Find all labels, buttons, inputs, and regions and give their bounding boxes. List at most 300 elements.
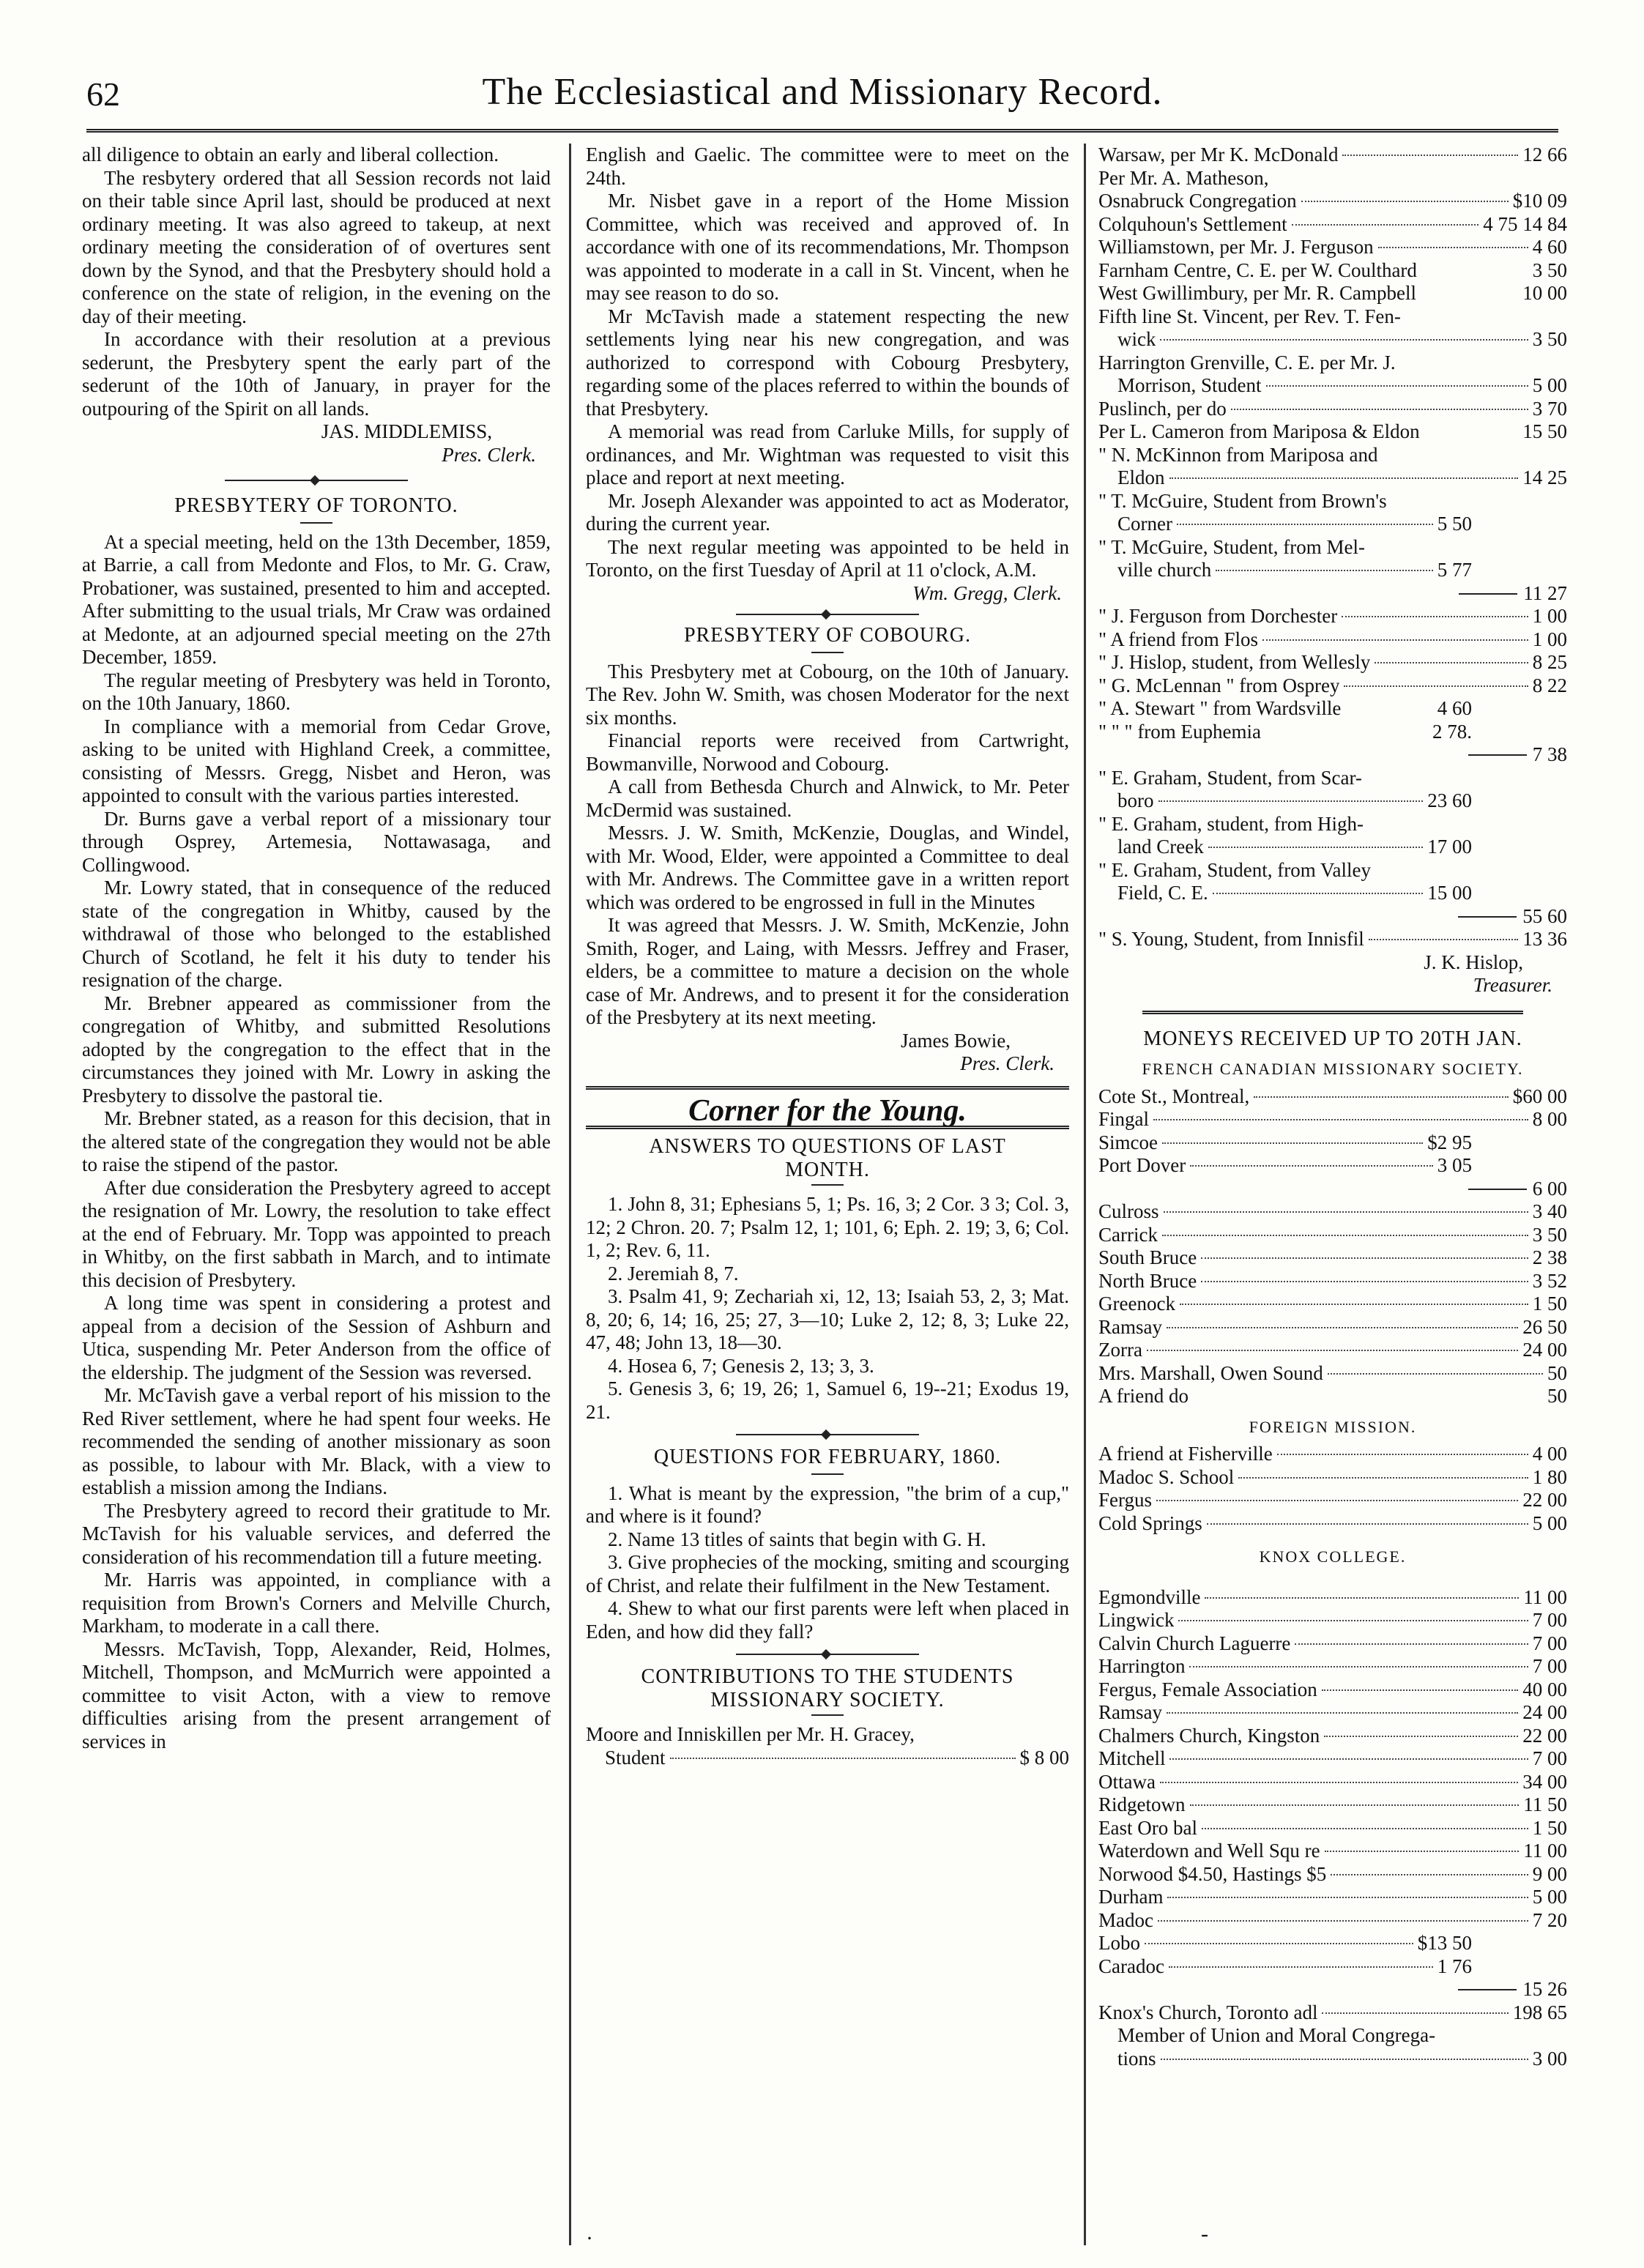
leader-dots xyxy=(1266,385,1528,387)
ledger-row xyxy=(1098,1339,1567,1362)
ledger-row xyxy=(1098,1771,1567,1794)
paragraph: A call from Bethesda Church and Alnwick, to Mr. Peter McDermid was sustained. xyxy=(586,776,1069,821)
column-divider-1 xyxy=(569,144,571,2245)
ledger-amount: 11 00 xyxy=(1523,1585,1567,1608)
ledger-amount: 34 00 xyxy=(1522,1770,1567,1793)
subheading-french: FRENCH CANADIAN MISSIONARY SOCIETY. xyxy=(1142,1060,1524,1078)
double-rule xyxy=(1142,1011,1523,1014)
ledger-row xyxy=(1098,789,1567,813)
ledger-amount: 1 00 xyxy=(1532,628,1567,650)
ledger-amount: 8 22 xyxy=(1532,674,1567,696)
ledger-amount: 5 00 xyxy=(1532,1512,1567,1534)
leader-dots xyxy=(1162,1235,1528,1236)
ledger-amount: 5 77 xyxy=(1437,559,1472,581)
ledger-label: Madoc xyxy=(1098,1908,1153,1931)
paragraph: At a special meeting, held on the 13th December, 1859, at Barrie, a call from Medonte and Flos, to Mr. G. Craw, Probationer, was sustained, presented to him and accepted. After submitting to the usual trials, Mr Craw was ordained at Medonte, at an adjourned special meeting on the 27th December, 1859. xyxy=(82,530,551,668)
contribution-amount: $ 8 00 xyxy=(1019,1746,1069,1769)
leader-dots xyxy=(1158,1920,1528,1922)
ledger-label: Harrington Grenville, C. E. per Mr. J. xyxy=(1098,351,1396,373)
ledger-label: Per L. Cameron from Mariposa & Eldon xyxy=(1098,420,1420,442)
ledger-row xyxy=(1098,213,1567,237)
leader-dots xyxy=(1292,224,1479,226)
ledger-row xyxy=(1098,1863,1567,1886)
leader-dots xyxy=(1277,1454,1528,1455)
ledger-label: tions xyxy=(1117,2047,1156,2070)
ledger-row xyxy=(1098,167,1567,190)
ledger-row xyxy=(1098,605,1567,628)
leader-dots xyxy=(1322,2012,1508,2014)
ledger-row xyxy=(1098,1725,1567,1748)
ledger-row xyxy=(1098,721,1567,744)
ledger-label: Corner xyxy=(1117,513,1172,535)
ledger-label: " J. Ferguson from Dorchester xyxy=(1098,605,1338,627)
ornament-divider xyxy=(736,1434,919,1435)
ledger-label: Williamstown, per Mr. J. Ferguson xyxy=(1098,236,1374,258)
column-1 xyxy=(82,144,551,1753)
ledger-amount: 8 25 xyxy=(1532,651,1567,673)
leader-dots xyxy=(1331,1874,1528,1875)
leader-dots xyxy=(1158,800,1424,802)
ledger-label: Mrs. Marshall, Owen Sound xyxy=(1098,1361,1323,1384)
ledger-row xyxy=(1098,1466,1567,1490)
ledger-label: Durham xyxy=(1098,1886,1164,1908)
ledger-amount: 5 50 xyxy=(1437,513,1472,535)
ledger-row xyxy=(1098,1886,1567,1909)
leader-dots xyxy=(1301,201,1509,202)
signature-name: JAS. MIDDLEMISS, xyxy=(321,420,492,442)
ledger-row xyxy=(1098,1246,1567,1270)
contribution-row xyxy=(586,1747,1069,1770)
ledger-amount: $60 00 xyxy=(1512,1085,1567,1107)
leader-dots xyxy=(1177,524,1433,525)
ornament-divider xyxy=(736,1654,919,1655)
ledger-amount: 7 20 xyxy=(1532,1908,1567,1931)
paragraph: English and Gaelic. The committee were to meet on the 24th. xyxy=(586,144,1069,189)
ledger-row xyxy=(1098,236,1567,259)
ledger-row xyxy=(1098,420,1567,444)
leader-dots xyxy=(1153,1119,1528,1120)
section-heading-cobourg: PRESBYTERY OF COBOURG. xyxy=(683,624,972,647)
leader-dots xyxy=(1254,1096,1509,1098)
ledger-amount: 5 00 xyxy=(1532,1886,1567,1908)
dash-divider xyxy=(811,652,844,653)
leader-dots xyxy=(1201,1281,1528,1282)
ledger-label: Knox's Church, Toronto adl xyxy=(1098,2001,1318,2023)
ledger-amount: 198 65 xyxy=(1512,2001,1567,2023)
ledger-label: Chalmers Church, Kingston xyxy=(1098,1724,1320,1747)
leader-dots xyxy=(670,1758,1016,1759)
ledger-label: West Gwillimbury, per Mr. R. Campbell xyxy=(1098,282,1417,304)
subtotal-row xyxy=(1098,1178,1567,1201)
ledger-amount: 7 00 xyxy=(1532,1747,1567,1769)
ledger-row xyxy=(1098,1840,1567,1863)
ledger-row xyxy=(1098,1701,1567,1725)
ledger-label: " E. Graham, Student, from Valley xyxy=(1098,858,1371,881)
paragraph: The resbytery ordered that all Session records not laid on their table since April last, should be produced at next ordinary meeting. It was also agreed to takeup, at next ordinary meeting the consideration of of overtures sent down by the Synod, and that the Presbytery should hold a conference on the state of religion, in the evening on the day of their meeting. xyxy=(82,166,551,327)
ledger-list-foreign xyxy=(1098,1443,1567,1535)
ledger-amount: $2 95 xyxy=(1427,1131,1472,1153)
dash-divider xyxy=(811,1714,844,1716)
paragraph: After due consideration the Presbytery agreed to accept the resignation of Mr. Lowry, the resolution to take effect at the end of February. Mr. Topp was appointed to preach in Whitby, on the first sabbath in March, and to intimate this decision of Presbytery. xyxy=(82,1176,551,1291)
question-item: 1. What is meant by the expression, "the brim of a cup," and where is it found? xyxy=(586,1481,1069,1527)
ledger-row xyxy=(1098,466,1567,490)
ledger-amount: 22 00 xyxy=(1522,1489,1567,1511)
leader-dots xyxy=(1344,685,1528,687)
signature-gregg: Wm. Gregg, Clerk. xyxy=(912,581,1062,604)
leader-dots xyxy=(1147,1350,1518,1351)
ledger-row xyxy=(1098,1793,1567,1817)
ledger-amount: 9 00 xyxy=(1532,1862,1567,1885)
ledger-label: A friend at Fisherville xyxy=(1098,1443,1273,1465)
subheading-foreign: FOREIGN MISSION. xyxy=(1249,1417,1417,1436)
paragraph: Mr. Harris was appointed, in compliance with a requisition from Brown's Corners and Melville Church, Markham, to moderate in a call there. xyxy=(82,1569,551,1637)
subtotal-row xyxy=(1098,905,1567,929)
ledger-list-french-2 xyxy=(1098,1200,1567,1408)
ledger-amount: $10 09 xyxy=(1512,190,1567,212)
ledger-amount: 7 00 xyxy=(1532,1655,1567,1677)
ledger-row xyxy=(1098,674,1567,698)
ledger-amount: 50 xyxy=(1547,1361,1567,1384)
ledger-amount: 7 00 xyxy=(1532,1609,1567,1631)
ledger-amount: 8 00 xyxy=(1532,1108,1567,1130)
ledger-row xyxy=(1098,1817,1567,1840)
paragraph: Financial reports were received from Cartwright, Bowmanville, Norwood and Cobourg. xyxy=(586,729,1069,775)
ledger-row xyxy=(1098,1108,1567,1131)
ledger-label: Colquhoun's Settlement xyxy=(1098,212,1287,235)
leader-dots xyxy=(1202,1828,1528,1829)
ledger-row xyxy=(1098,836,1567,859)
subtotal-amount: 7 38 xyxy=(1532,743,1567,765)
ledger-label: " A. Stewart " from Wardsville xyxy=(1098,697,1342,719)
contribution-line: Moore and Inniskillen per Mr. H. Gracey, xyxy=(586,1723,915,1745)
ledger-amount: 1 50 xyxy=(1532,1816,1567,1839)
ledger-label: Egmondville xyxy=(1098,1585,1201,1608)
leader-dots xyxy=(1238,1477,1528,1479)
leader-dots xyxy=(1189,1666,1528,1667)
dash-divider xyxy=(811,1184,844,1186)
ledger-label: Cote St., Montreal, xyxy=(1098,1085,1250,1107)
ledger-row xyxy=(1098,1385,1567,1408)
column-divider-2 xyxy=(1084,144,1086,2245)
ledger-label: Osnabruck Congregation xyxy=(1098,190,1297,212)
double-rule xyxy=(586,1086,1069,1090)
ledger-amount: 17 00 xyxy=(1427,836,1472,858)
ledger-amount: 5 00 xyxy=(1532,374,1567,396)
ledger-label: " T. McGuire, Student, from Mel- xyxy=(1098,535,1365,558)
paragraph: Mr. Brebner stated, as a reason for this decision, that in the altered state of the congregation they would not be able to raise the stipend of the pastor. xyxy=(82,1107,551,1175)
section-heading-toronto: PRESBYTERY OF TORONTO. xyxy=(174,494,458,517)
section-heading-answers: ANSWERS TO QUESTIONS OF LAST MONTH. xyxy=(649,1135,1006,1181)
ledger-amount: 50 xyxy=(1547,1385,1567,1407)
paragraph: Messrs. McTavish, Topp, Alexander, Reid, Holmes, Mitchell, Thompson, and McMurrich were appointed a committee to visit Acton, with a view to remove difficulties arising from the present arrangement of services in xyxy=(82,1637,551,1752)
ledger-amount: 26 50 xyxy=(1522,1315,1567,1338)
paragraph: Dr. Burns gave a verbal report of a missionary tour through Osprey, Artemesia, Nottawasaga, and Collingwood. xyxy=(82,807,551,876)
leader-dots xyxy=(1205,1597,1519,1599)
ledger-label: Port Dover xyxy=(1098,1154,1186,1176)
ledger-amount: 10 00 xyxy=(1522,282,1567,304)
ledger-row xyxy=(1098,1270,1567,1293)
ledger-label: Ramsay xyxy=(1098,1701,1162,1723)
ledger-amount: 1 80 xyxy=(1532,1465,1567,1488)
leader-dots xyxy=(1328,1373,1543,1375)
ledger-label: wick xyxy=(1117,328,1156,350)
ledger-amount: 4 60 xyxy=(1437,697,1472,719)
leader-dots xyxy=(1342,616,1528,617)
ledger-row xyxy=(1098,1443,1567,1466)
footer-mark: · xyxy=(586,2226,593,2250)
ledger-row xyxy=(1098,928,1567,951)
ledger-label: " " " from Euphemia xyxy=(1098,720,1262,743)
ledger-amount: 24 00 xyxy=(1522,1701,1567,1723)
ledger-label: Morrison, Student xyxy=(1117,374,1262,396)
ledger-row xyxy=(1098,1632,1567,1656)
paragraph: It was agreed that Messrs. J. W. Smith, McKenzie, John Smith, Roger, and Laing, with Messrs. Jeffrey and Fraser, elders, be a committee to mature a decision on the whole case of Mr. Andrews, and to present it for the consideration of the Presbytery at its next meeting. xyxy=(586,914,1069,1028)
paragraph: In compliance with a memorial from Cedar Grove, asking to be united with Highland Creek, a committee, consisting of Messrs. Gregg, Nisbet and Heron, was appointed to consult with the various parties interested. xyxy=(82,715,551,806)
section-heading-questions: QUESTIONS FOR FEBRUARY, 1860. xyxy=(653,1446,1002,1468)
signature-bowie-name: James Bowie, xyxy=(901,1029,1011,1052)
column-2 xyxy=(586,144,1069,1769)
leader-dots xyxy=(1169,1966,1433,1968)
leader-dots xyxy=(1262,639,1528,641)
ledger-label: Ridgetown xyxy=(1098,1793,1186,1815)
answer-item: 4. Hosea 6, 7; Genesis 2, 13; 3, 3. xyxy=(608,1354,874,1377)
signature-bowie-role: Pres. Clerk. xyxy=(960,1052,1055,1074)
ledger-amount: 3 05 xyxy=(1437,1154,1472,1176)
ledger-row xyxy=(1098,1512,1567,1536)
ledger-label: North Bruce xyxy=(1098,1269,1197,1292)
leader-dots xyxy=(1369,939,1518,940)
ledger-amount: 15 00 xyxy=(1427,882,1472,904)
ledger-label: Warsaw, per Mr K. McDonald xyxy=(1098,144,1339,166)
ledger-amount: 11 00 xyxy=(1523,1840,1567,1862)
ledger-label: Puslinch, per do xyxy=(1098,397,1227,420)
ledger-label: " E. Graham, student, from High- xyxy=(1098,812,1364,835)
ledger-line: Member of Union and Moral Congrega- xyxy=(1117,2024,1436,2046)
ledger-amount: 3 50 xyxy=(1532,259,1567,281)
leader-dots xyxy=(1378,247,1528,248)
leader-dots xyxy=(1207,1523,1528,1525)
ledger-row xyxy=(1098,328,1567,352)
ornament-divider xyxy=(225,480,408,481)
ledger-label: A friend do xyxy=(1098,1385,1189,1407)
ledger-row xyxy=(1098,1586,1567,1610)
subtotal-amount: 11 27 xyxy=(1523,581,1567,604)
leader-dots xyxy=(1160,339,1528,341)
ledger-amount: 15 50 xyxy=(1522,420,1567,442)
ledger-row xyxy=(1098,813,1567,836)
ledger-list-b xyxy=(1098,605,1567,743)
ledger-amount: 23 60 xyxy=(1427,789,1472,811)
leader-dots xyxy=(1167,1712,1518,1714)
leader-dots xyxy=(1375,662,1528,663)
ledger-row xyxy=(1098,767,1567,790)
ledger-row xyxy=(1098,444,1567,467)
ledger-row xyxy=(1098,1154,1567,1178)
subtotal-amount: 6 00 xyxy=(1532,1177,1567,1200)
ledger-label: Lingwick xyxy=(1098,1609,1175,1631)
subheading-knox: KNOX COLLEGE. xyxy=(1259,1547,1407,1566)
dash-divider xyxy=(300,522,332,524)
paragraph: Mr. Brebner appeared as commissioner from the congregation of Whitby, and submitted Resolutions adopted by the congregation to the effect that in the circumstances they joined with Mr. Lowry in asking the Presbytery to dissolve the pastoral tie. xyxy=(82,992,551,1107)
ledger-row xyxy=(1098,1224,1567,1247)
ledger-label: Zorra xyxy=(1098,1339,1142,1361)
ledger-amount: 3 40 xyxy=(1532,1200,1567,1222)
ornament-divider xyxy=(736,614,919,615)
ledger-label: ville church xyxy=(1117,559,1212,581)
leader-dots xyxy=(1167,1327,1518,1328)
question-item: 2. Name 13 titles of saints that begin with G. H. xyxy=(608,1528,986,1550)
ledger-row xyxy=(1098,305,1567,329)
section-heading-young: Corner for the Young. xyxy=(688,1093,967,1128)
leader-dots xyxy=(1295,1643,1528,1645)
ledger-row xyxy=(1098,1131,1567,1155)
ledger-row xyxy=(1098,559,1567,582)
header-rule xyxy=(86,129,1558,133)
answer-item: 2. Jeremiah 8, 7. xyxy=(608,1262,739,1284)
leader-dots xyxy=(1180,1304,1528,1305)
ledger-row xyxy=(1098,651,1567,674)
signature-role: Pres. Clerk. xyxy=(442,443,536,466)
ledger-row xyxy=(1098,536,1567,559)
ledger-label: Fifth line St. Vincent, per Rev. T. Fen- xyxy=(1098,305,1401,327)
ledger-row xyxy=(1098,398,1567,421)
ledger-label: Fingal xyxy=(1098,1108,1150,1130)
ledger-label: land Creek xyxy=(1117,836,1204,858)
page-number: 62 xyxy=(86,75,120,113)
leader-dots xyxy=(1322,1689,1519,1691)
ledger-label: " T. McGuire, Student from Brown's xyxy=(1098,489,1387,512)
ledger-label: " N. McKinnon from Mariposa and xyxy=(1098,443,1378,466)
paragraph: This Presbytery met at Cobourg, on the 10th of January. The Rev. John W. Smith, was chosen Moderator for the next six months. xyxy=(586,660,1069,729)
ledger-amount: 3 50 xyxy=(1532,1223,1567,1246)
paragraph: The next regular meeting was appointed to be held in Toronto, on the first Tuesday of April at 11 o'clock, A.M. xyxy=(586,535,1069,581)
leader-dots xyxy=(1169,477,1519,479)
ledger-row xyxy=(1098,1085,1567,1109)
ledger-row xyxy=(1098,882,1567,905)
ledger-amount: 3 70 xyxy=(1532,397,1567,420)
ledger-amount: 7 00 xyxy=(1532,1632,1567,1654)
ledger-label: Harrington xyxy=(1098,1655,1186,1677)
ledger-label: Waterdown and Well Squ re xyxy=(1098,1840,1320,1862)
paragraph: Mr McTavish made a statement respecting the new settlements lying near his new congregation, and was authorized to correspond with Cobourg Presbytery, regarding some of the places referred to within the bounds of that Presbytery. xyxy=(586,305,1069,420)
section-heading-moneys: MONEYS RECEIVED UP TO 20TH JAN. xyxy=(1143,1027,1522,1050)
paragraph: Mr. Lowry stated, that in consequence of the reduced state of the congregation in Whitby, caused by the withdrawal of those who belonged to the established Church of Scotland, he felt it his duty to tender his resignation of the charge. xyxy=(82,877,551,991)
ledger-row xyxy=(1098,1678,1567,1702)
paragraph: The regular meeting of Presbytery was held in Toronto, on the 10th January, 1860. xyxy=(82,669,551,714)
ledger-amount: 3 50 xyxy=(1532,328,1567,350)
subtotal-row xyxy=(1098,1978,1567,2001)
paragraph: Mr. Joseph Alexander was appointed to act as Moderator, during the current year. xyxy=(586,489,1069,535)
ledger-label: East Oro bal xyxy=(1098,1816,1197,1839)
leader-dots xyxy=(1342,155,1518,156)
leader-dots xyxy=(1167,1897,1528,1898)
ledger-label: Carrick xyxy=(1098,1223,1158,1246)
ledger-label: Norwood $4.50, Hastings $5 xyxy=(1098,1862,1327,1885)
ledger-amount: 2 78. xyxy=(1432,720,1472,743)
ledger-row xyxy=(1098,1200,1567,1224)
ledger-list-c xyxy=(1098,767,1567,905)
ledger-amount: 11 50 xyxy=(1523,1793,1567,1815)
section-heading-contributions: CONTRIBUTIONS TO THE STUDENTS MISSIONARY SOCIETY. xyxy=(641,1665,1014,1711)
ledger-row xyxy=(1098,490,1567,513)
ledger-label: " S. Young, Student, from Innisfil xyxy=(1098,928,1364,950)
leader-dots xyxy=(1231,409,1528,410)
ledger-row xyxy=(1098,259,1567,283)
leader-dots xyxy=(1162,1142,1423,1144)
ledger-amount: 40 00 xyxy=(1522,1678,1567,1700)
contribution-label: Student xyxy=(605,1746,666,1769)
ledger-row xyxy=(1098,190,1567,213)
answer-item: 5. Genesis 3, 6; 19, 26; 1, Samuel 6, 19--21; Exodus 19, 21. xyxy=(586,1377,1069,1423)
ledger-label: Cold Springs xyxy=(1098,1512,1202,1534)
paragraph: Messrs. J. W. Smith, McKenzie, Douglas, and Windel, with Mr. Wood, Elder, were appointed a Committee to deal with Mr. Andrews. The Committee gave in a written report which was ordered to be engrossed in full in the Minutes xyxy=(586,822,1069,913)
ledger-label: Caradoc xyxy=(1098,1955,1164,1977)
question-item: 4. Shew to what our first parents were left when placed in Eden, and how did they fall? xyxy=(586,1597,1069,1643)
ledger-label: Per Mr. A. Matheson, xyxy=(1098,166,1269,189)
leader-dots xyxy=(1190,1165,1433,1167)
ledger-label: Mitchell xyxy=(1098,1747,1166,1769)
ledger-row xyxy=(1098,144,1567,167)
subtotal-amount: 55 60 xyxy=(1522,904,1567,927)
paragraph: Mr. McTavish gave a verbal report of his mission to the Red River settlement, where he had spent four weeks. He recommended the sending of another missionary as soon as possible, to labour with Mr. Black, with a view to establish a mission among the Indians. xyxy=(82,1384,551,1498)
leader-dots xyxy=(1208,847,1424,848)
ledger-label: Fergus, Female Association xyxy=(1098,1678,1317,1700)
ledger-label: Field, C. E. xyxy=(1117,882,1208,904)
column-3 xyxy=(1098,144,1567,2070)
ledger-row xyxy=(1098,1747,1567,1771)
ledger-row xyxy=(1098,1955,1567,1979)
ledger-row xyxy=(1098,1909,1567,1933)
ledger-label: Culross xyxy=(1098,1200,1159,1222)
ledger-label: Lobo xyxy=(1098,1932,1140,1954)
ledger-amount: 24 00 xyxy=(1522,1339,1567,1361)
ledger-row xyxy=(1098,1489,1567,1512)
ledger-row xyxy=(1098,352,1567,375)
paragraph: all diligence to obtain an early and liberal collection. xyxy=(82,144,499,166)
ledger-row xyxy=(1098,1316,1567,1339)
answer-item: 3. Psalm 41, 9; Zechariah xi, 12, 13; Isaiah 53, 2, 3; Mat. 8, 20; 6, 14; 16, 25; 27, 3—10; Luke 2, 12; 8, 3; Luke 22, 47, 48; John 13, 18—30. xyxy=(586,1285,1069,1353)
leader-dots xyxy=(1161,2059,1528,2060)
ledger-row xyxy=(1098,2001,1567,2025)
leader-dots xyxy=(1145,1943,1413,1944)
answer-item: 1. John 8, 31; Ephesians 5, 1; Ps. 16, 3; 2 Cor. 3 3; Col. 3, 12; 2 Chron. 20. 7; Psalm 12, 1; 101, 6; Eph. 2. 19; 3, 6; Col. 1, 2; Rev. 6, 11. xyxy=(586,1193,1069,1261)
ledger-label: boro xyxy=(1117,789,1154,811)
ledger-label: Ottawa xyxy=(1098,1770,1156,1793)
leader-dots xyxy=(1160,1782,1518,1783)
ledger-list-knox xyxy=(1098,1586,1567,1979)
ledger-row xyxy=(1098,374,1567,398)
page-title: The Ecclesiastical and Missionary Record. xyxy=(482,71,1163,113)
ledger-amount: 1 50 xyxy=(1532,1293,1567,1315)
ledger-row xyxy=(1098,1362,1567,1386)
question-item: 3. Give prophecies of the mocking, smiting and scourging of Christ, and relate their fulfilment in the New Testament. xyxy=(586,1551,1069,1596)
ledger-label: South Bruce xyxy=(1098,1246,1197,1268)
ledger-label: " G. McLennan " from Osprey xyxy=(1098,674,1340,696)
leader-dots xyxy=(1190,1804,1520,1806)
ledger-label: Ramsay xyxy=(1098,1315,1162,1338)
ledger-row xyxy=(1098,1293,1567,1316)
ledger-label: " J. Hislop, student, from Wellesly xyxy=(1098,651,1371,673)
page-header xyxy=(86,70,1558,122)
ledger-label: " A friend from Flos xyxy=(1098,628,1259,650)
ledger-amount: 2 38 xyxy=(1532,1246,1567,1268)
ledger-row xyxy=(1098,697,1567,721)
ledger-label: Simcoe xyxy=(1098,1131,1158,1153)
ledger-row xyxy=(1098,859,1567,882)
ledger-label: Greenock xyxy=(1098,1293,1175,1315)
ledger-row xyxy=(1098,282,1567,305)
leader-dots xyxy=(1164,1211,1528,1213)
